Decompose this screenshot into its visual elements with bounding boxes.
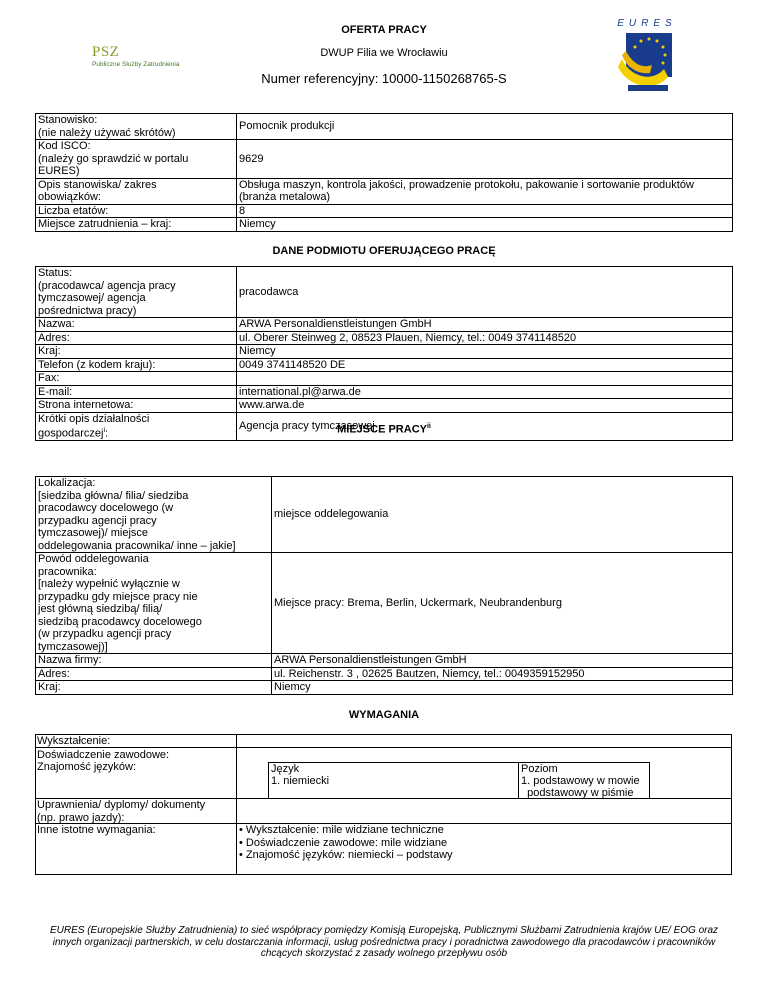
table-row [36,318,733,332]
eures-logo [612,18,682,98]
field-value [237,372,733,386]
field-value: ARWA Personaldienstleistungen GmbH [272,654,733,668]
requirements-table [35,734,732,874]
employer-table [35,266,733,441]
document-title: OFERTA PRACY [341,24,427,36]
employer-section-heading: DANE PODMIOTU OFERUJĄCEGO PRACĘ [272,245,496,257]
other-requirements-label: Inne istotne wymagania: [37,824,156,836]
list-item: • Wykształcenie: mile widziane techniczne [239,824,444,836]
field-value: ul. Reichenstr. 3 , 02625 Bautzen, Niemcy, tel.: 0049359152950 [272,667,733,681]
field-value: pracodawca [237,267,733,318]
field-value: international.pl@arwa.de [237,385,733,399]
table-row [36,331,733,345]
field-label: Powód oddelegowania pracownika: [należy wypełnić wyłącznie w przypadku gdy miejsce pracy nie jest główną siedzibą/ filią/ siedzibą pracodawcy docelowego (w przypadku agencji pracy tymczasowej)] [36,553,272,654]
field-value: Pomocnik produkcji [237,114,733,140]
table-row [36,667,733,681]
field-value: Niemcy [237,218,733,232]
field-label: Krótki opis działalności gospodarczej$^i$: [36,412,237,441]
level-cell [518,762,650,799]
field-value: www.arwa.de [237,399,733,413]
field-value: Miejsce pracy: Brema, Berlin, Uckermark, Neubrandenburg [272,553,733,654]
education-label: Wykształcenie: [37,735,111,747]
field-value: miejsce oddelegowania [272,477,733,553]
field-label: Status: (pracodawca/ agencja pracy tymczasowej/ agencja pośrednictwa pracy) [36,267,237,318]
table-row [36,654,733,668]
field-label: Adres: [36,667,272,681]
field-label: Nazwa: [36,318,237,332]
other-requirements-list [239,824,453,862]
field-label: Opis stanowiska/ zakres obowiązków: [36,178,237,204]
footer-note: EURES (Europejskie Służby Zatrudnienia) to sieć współpracy pomiędzy Komisją Europejską, Publicznymi Służbami Zatrudnienia krajów UE/ EOG oraz innych organizacji partnerskich, w celu dostarczania informacji, usług pośrednictwa pracy i poradnictwa zawodowego dla pracodawców i pracowników chcących skorzystać z zasady wolnego przepływu osób [49,925,719,959]
psz-logo-text: PSZ [92,44,120,60]
field-value: Agencja pracy tymczasowej [237,412,733,441]
table-row [36,345,733,359]
table-row [36,204,733,218]
field-label: Miejsce zatrudnienia – kraj: [36,218,237,232]
table-row [36,681,733,695]
field-label: Telefon (z kodem kraju): [36,358,237,372]
workplace-section-heading: MIEJSCE PRACY$^{ii}$ [337,423,431,436]
field-value: 9629 [237,140,733,179]
psz-logo [92,44,179,68]
table-row [36,477,733,553]
table-row [36,553,733,654]
table-row [36,399,733,413]
requirements-section-heading: WYMAGANIA [348,709,420,721]
workplace-table [35,476,733,695]
field-label: E-mail: [36,385,237,399]
language-value: 1. niemiecki [271,775,330,787]
field-value: 8 [237,204,733,218]
field-value: Niemcy [237,345,733,359]
languages-label: Znajomość języków: [37,761,137,773]
table-row [36,140,733,179]
field-value: ul. Oberer Steinweg 2, 08523 Plauen, Niemcy, tel.: 0049 3741148520 [237,331,733,345]
level-value-writing: podstawowy w piśmie [521,787,634,799]
field-label: Adres: [36,331,237,345]
language-header: Język [271,763,300,775]
reference-number: Numer referencyjny: 10000-1150268765-S [261,71,507,86]
table-row [36,267,733,318]
level-header: Poziom [521,763,558,775]
field-value: 0049 3741148520 DE [237,358,733,372]
permits-label: Uprawnienia/ dyplomy/ dokumenty (np. prawo jazdy): [37,799,206,824]
eures-logo-text: EURES [617,18,677,29]
footnote-marker: i [103,427,105,434]
psz-logo-subtitle: Publiczne Służby Zatrudnienia [92,61,180,68]
office-name: DWUP Filia we Wrocławiu [320,47,448,59]
experience-label: Doświadczenie zawodowe: [37,749,170,761]
field-label: Stanowisko: (nie należy używać skrótów) [36,114,237,140]
field-label: Liczba etatów: [36,204,237,218]
field-value: Obsługa maszyn, kontrola jakości, prowadzenie protokołu, pakowanie i sortowanie produktów (branża metalowa) [237,178,733,204]
field-label: Nazwa firmy: [36,654,272,668]
language-cell [268,762,519,799]
field-label: Fax: [36,372,237,386]
eures-emblem-icon [612,29,682,97]
field-label: Lokalizacja: [siedziba główna/ filia/ siedziba pracodawcy docelowego (w przypadku agencji pracy tymczasowej)/ miejsce oddelegowania pracownika/ inne – jakie] [36,477,272,553]
field-label: Kraj: [36,345,237,359]
field-label: Kraj: [36,681,272,695]
table-row [36,218,733,232]
table-row [36,114,733,140]
table-row [36,385,733,399]
table-row [36,358,733,372]
table-row [36,372,733,386]
field-label: Kod ISCO: (należy go sprawdzić w portalu EURES) [36,140,237,179]
field-value: ARWA Personaldienstleistungen GmbH [237,318,733,332]
level-value-speaking: 1. podstawowy w mowie [521,775,640,787]
table-row [36,178,733,204]
field-value: Niemcy [272,681,733,695]
list-item: • Znajomość języków: niemiecki – podstawy [239,849,453,861]
list-item: • Doświadczenie zawodowe: mile widziane [239,836,448,849]
job-table [35,113,733,232]
field-label: Strona internetowa: [36,399,237,413]
